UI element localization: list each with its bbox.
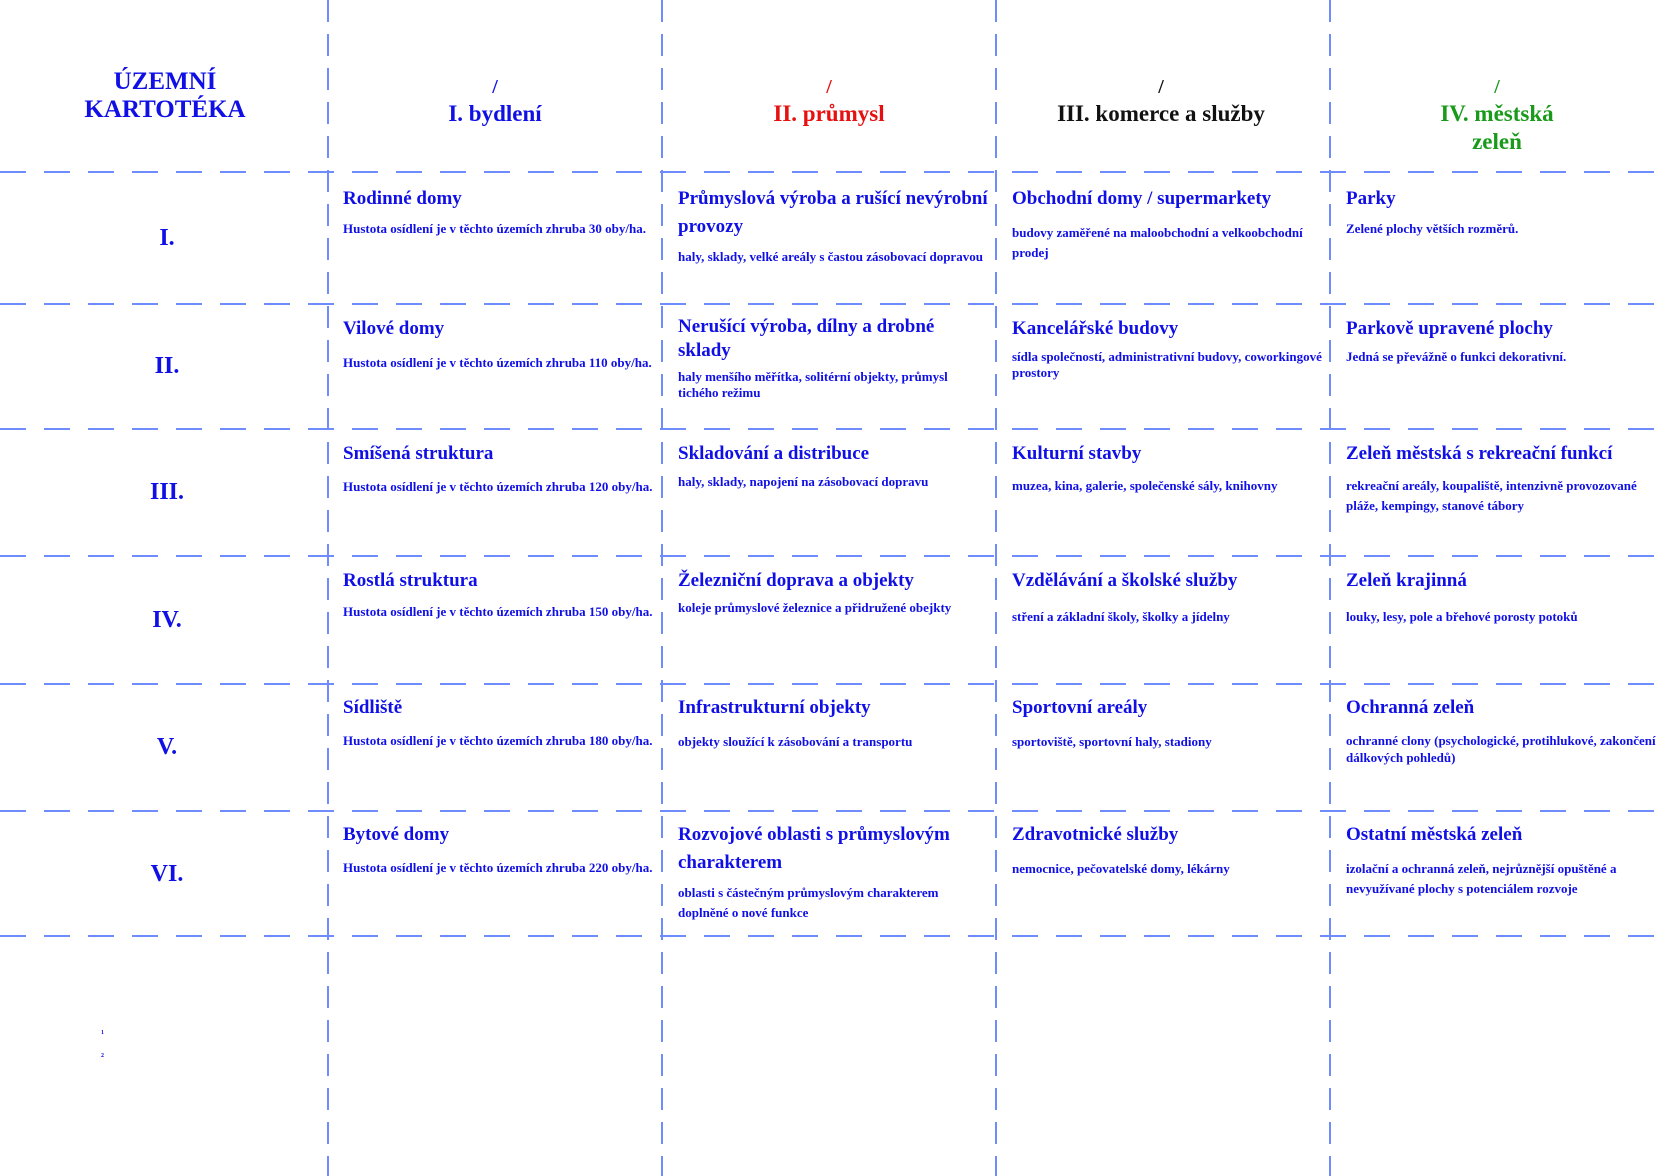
row-label: I.	[159, 225, 175, 251]
card-description: nemocnice, pečovatelské domy, lékárny	[1012, 861, 1230, 876]
card-title: Infrastrukturní objekty	[678, 697, 871, 718]
header-slash: /	[1158, 76, 1164, 98]
card-cell	[1012, 821, 1322, 879]
row-label: VI.	[150, 861, 184, 887]
card-cell	[678, 694, 988, 752]
card-description: ochranné clony (psychologické, protihlukové, zakončení dálkových pohledů)	[1346, 733, 1656, 765]
row-label: V.	[156, 734, 178, 760]
card-description: Hustota osídlení je v těchto územích zhruba 150 oby/ha.	[343, 604, 653, 619]
card-cell	[343, 185, 653, 239]
column-header-bydleni	[328, 78, 662, 128]
card-title: Zeleň krajinná	[1346, 570, 1467, 591]
card-description: Hustota osídlení je v těchto územích zhruba 30 oby/ha.	[343, 221, 646, 236]
card-description: rekreační areály, koupaliště, intenzivně provozované pláže, kempingy, stanové tábory	[1346, 478, 1637, 513]
card-title: Rodinné domy	[343, 188, 462, 209]
header-label: III. komerce a služby	[1057, 101, 1265, 126]
header-slash: /	[1494, 76, 1500, 98]
card-cell	[1346, 315, 1656, 367]
card-title: Rostlá struktura	[343, 570, 478, 591]
card-cell	[343, 567, 653, 620]
footnote-mark: 2	[101, 1053, 104, 1059]
card-title: Parky	[1346, 188, 1396, 209]
card-title: Zeleň městská s rekreační funkcí	[1346, 443, 1613, 464]
card-cell	[1012, 315, 1322, 381]
card-title: Vilové domy	[343, 318, 445, 339]
card-cell	[1012, 185, 1322, 263]
card-description: muzea, kina, galerie, společenské sály, knihovny	[1012, 478, 1278, 493]
card-description: Hustota osídlení je v těchto územích zhruba 120 oby/ha.	[343, 479, 653, 494]
card-description: stření a základní školy, školky a jídelny	[1012, 609, 1230, 624]
row-divider	[0, 303, 1664, 305]
column-header-komerce	[996, 78, 1326, 128]
row-label: II.	[154, 353, 180, 379]
header-label: I. bydlení	[448, 101, 542, 126]
row-divider	[0, 683, 1664, 685]
row-divider	[0, 555, 1664, 557]
card-title: Rozvojové oblasti s průmyslovým charakterem	[678, 824, 950, 873]
title-line: ÚZEMNÍ	[113, 68, 217, 95]
column-divider	[995, 0, 997, 1176]
card-description: Zelené plochy větších rozměrů.	[1346, 221, 1519, 236]
column-header-zelen	[1330, 78, 1664, 156]
card-description: haly menšího měřítka, solitérní objekty, průmysl tichého režimu	[678, 369, 948, 400]
header-slash: /	[826, 76, 832, 98]
card-cell	[1346, 185, 1656, 239]
card-cell	[678, 185, 988, 267]
card-description: louky, lesy, pole a břehové porosty potoků	[1346, 609, 1578, 624]
card-cell	[678, 440, 988, 492]
card-title: Vzdělávání a školské služby	[1012, 570, 1238, 591]
footnote-mark: 1	[101, 1030, 104, 1036]
card-description: sportoviště, sportovní haly, stadiony	[1012, 734, 1212, 749]
card-title: Bytové domy	[343, 824, 450, 845]
card-cell	[343, 315, 653, 373]
card-title: Ostatní městská zeleň	[1346, 824, 1523, 845]
card-title: Smíšená struktura	[343, 443, 494, 464]
card-cell	[678, 315, 988, 401]
card-description: budovy zaměřené na maloobchodní a velkoobchodní prodej	[1012, 225, 1303, 260]
header-slash: /	[492, 76, 498, 98]
row-label: III.	[149, 479, 185, 505]
card-cell	[1012, 567, 1322, 627]
row-divider	[0, 428, 1664, 430]
card-description: Hustota osídlení je v těchto územích zhruba 180 oby/ha.	[343, 733, 653, 748]
card-description: izolační a ochranná zeleň, nejrůznější opuštěné a nevyužívané plochy s potenciálem rozvoje	[1346, 861, 1617, 896]
card-title: Sportovní areály	[1012, 697, 1148, 718]
card-cell	[343, 694, 653, 749]
card-title: Průmyslová výroba a rušící nevýrobní provozy	[678, 188, 988, 237]
card-title: Parkově upravené plochy	[1346, 318, 1553, 339]
card-title: Zdravotnické služby	[1012, 824, 1179, 845]
row-divider	[0, 171, 1664, 173]
card-description: Hustota osídlení je v těchto územích zhruba 220 oby/ha.	[343, 860, 653, 875]
header-label: IV. městská zeleň	[1440, 101, 1554, 154]
card-description: haly, sklady, velké areály s častou zásobovací dopravou	[678, 249, 983, 264]
card-cell	[1346, 440, 1656, 516]
card-cell	[1346, 694, 1656, 766]
column-header-prumysl	[662, 78, 996, 128]
card-cell	[1346, 567, 1656, 627]
card-cell	[343, 821, 653, 876]
card-cell	[343, 440, 653, 495]
header-label: II. průmysl	[773, 101, 885, 126]
card-title: Kancelářské budovy	[1012, 318, 1179, 339]
column-divider	[661, 0, 663, 1176]
card-description: Hustota osídlení je v těchto územích zhruba 110 oby/ha.	[343, 355, 652, 370]
card-description: sídla společností, administrativní budovy, coworkingové prostory	[1012, 349, 1322, 380]
card-cell	[1012, 440, 1322, 496]
card-title: Kulturní stavby	[1012, 443, 1142, 464]
card-cell	[1012, 694, 1322, 752]
column-divider	[327, 0, 329, 1176]
card-title: Ochranná zeleň	[1346, 697, 1475, 718]
card-title: Sídliště	[343, 697, 403, 718]
card-cell	[1346, 821, 1656, 899]
card-title: Nerušící výroba, dílny a drobné sklady	[678, 316, 935, 361]
card-description: Jedná se převážně o funkci dekorativní.	[1346, 349, 1567, 364]
card-description: haly, sklady, napojení na zásobovací dopravu	[678, 474, 929, 489]
row-divider	[0, 810, 1664, 812]
card-title: Obchodní domy / supermarkety	[1012, 188, 1272, 209]
card-cell	[678, 821, 988, 923]
card-description: objekty sloužící k zásobování a transportu	[678, 734, 913, 749]
card-title: Železniční doprava a objekty	[678, 570, 914, 591]
card-description: koleje průmyslové železnice a přidružené obejkty	[678, 600, 952, 615]
page-title	[0, 68, 330, 124]
card-description: oblasti s částečným průmyslovým charakterem doplněné o nové funkce	[678, 885, 939, 920]
title-line: KARTOTÉKA	[84, 96, 246, 123]
column-divider	[1329, 0, 1331, 1176]
row-label: IV.	[152, 607, 182, 633]
card-cell	[678, 567, 988, 616]
row-divider	[0, 935, 1664, 937]
card-title: Skladování a distribuce	[678, 443, 870, 464]
